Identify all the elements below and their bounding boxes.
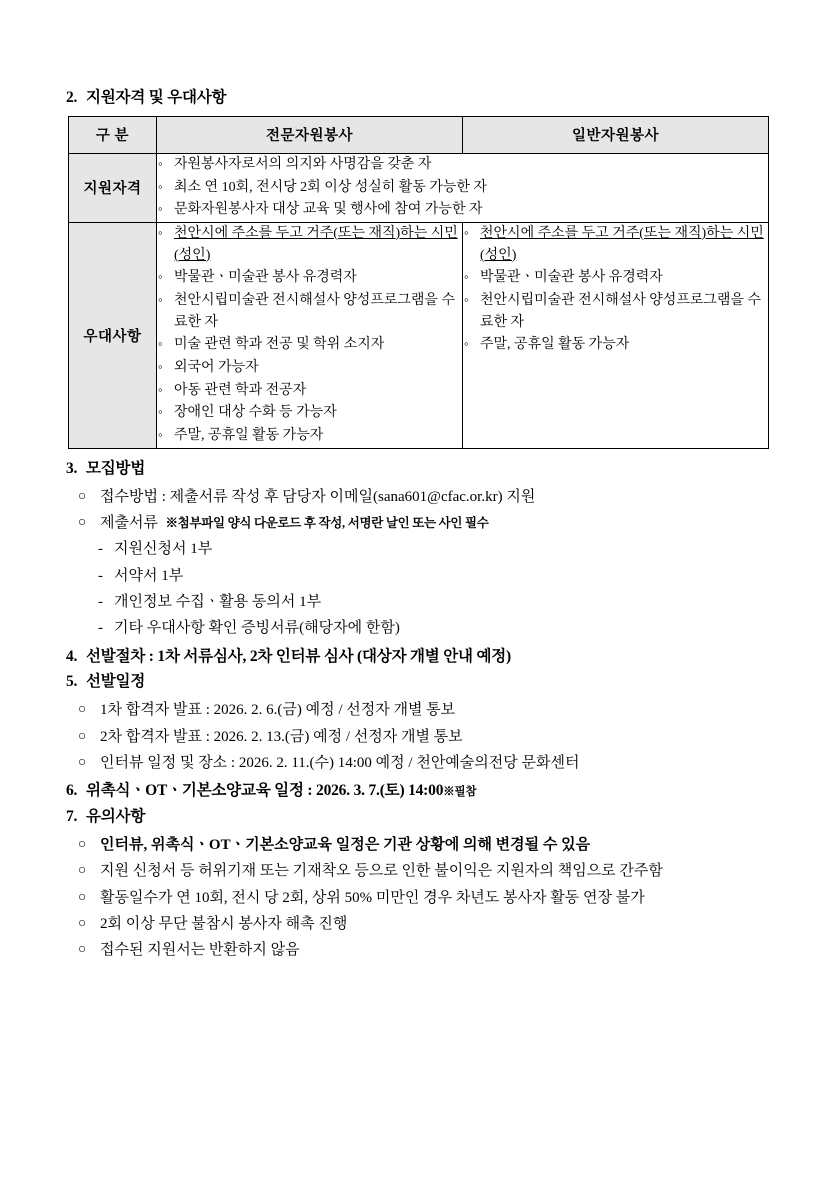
list-item: ◦ 문화자원봉사자 대상 교육 및 행사에 참여 가능한 자 [157, 199, 768, 221]
circle-bullet-icon: ○ [78, 888, 87, 904]
section-title-3: 모집방법 [86, 459, 146, 477]
list-item [463, 223, 768, 266]
list-item [157, 223, 462, 266]
schedule-item [66, 698, 772, 722]
recruit-method-text: 접수방법 : 제출서류 작성 후 담당자 이메일(sana601@cfac.or.kr) 지원 [100, 488, 536, 505]
row-label-eligibility: 지원자격 [69, 153, 157, 222]
dash-bullet-icon: - [98, 593, 103, 610]
section-heading-7 [66, 807, 772, 828]
circle-bullet-icon: ○ [78, 487, 87, 503]
document-list-text: 개인정보 수집ㆍ활용 동의서 1부 [114, 593, 322, 610]
document-content [66, 88, 772, 965]
section-heading-5 [66, 672, 772, 693]
note-text: 활동일수가 연 10회, 전시 당 2회, 상위 50% 미만인 경우 차년도 봉사자 활동 연장 불가 [100, 889, 645, 906]
schedule-text: 인터뷰 일정 및 장소 : 2026. 2. 11.(수) 14:00 예정 / 천안예술의전당 문화센터 [100, 755, 580, 771]
note-text: 2회 이상 무단 불참시 봉사자 해촉 진행 [100, 916, 348, 933]
list-item: ◦ 장애인 대상 수화 등 가능자 [157, 402, 462, 424]
table-header-row [69, 116, 769, 153]
note-item [66, 859, 772, 883]
document-list-item [66, 564, 772, 588]
table-header-division: 구 분 [69, 116, 157, 153]
note-item [66, 833, 772, 857]
list-item: ◦ 주말, 공휴일 활동 가능자 [157, 425, 462, 447]
document-list-text: 기타 우대사항 확인 증빙서류(해당자에 한함) [114, 620, 400, 637]
list-item-text: 천안시에 주소를 두고 거주(또는 재직)하는 시민(성인) [174, 225, 458, 263]
section-number-6: 6. [66, 782, 78, 800]
list-item: ◦ 천안시립미술관 전시해설사 양성프로그램을 수료한 자 [463, 290, 768, 333]
note-text: 인터뷰, 위촉식ㆍOTㆍ기본소양교육 일정은 기관 상황에 의해 변경될 수 있음 [100, 837, 591, 854]
list-item: ◦ 박물관ㆍ미술관 봉사 유경력자 [463, 267, 768, 289]
preference-general-cell [463, 222, 769, 448]
dash-bullet-icon: - [98, 567, 103, 584]
table-row-preference [69, 222, 769, 448]
list-item: ◦ 자원봉사자로서의 의지와 사명감을 갖춘 자 [157, 154, 768, 176]
note-item [66, 886, 772, 910]
section-heading-3 [66, 459, 772, 480]
schedule-text: 1차 합격자 발표 : 2026. 2. 6.(금) 예정 / 선정자 개별 통보 [100, 702, 456, 719]
list-item: ◦ 박물관ㆍ미술관 봉사 유경력자 [157, 267, 462, 289]
note-item [66, 938, 772, 962]
circle-bullet-icon: ○ [78, 862, 87, 878]
eligibility-cell [157, 153, 769, 222]
note-text: 지원 신청서 등 허위기재 또는 기재착오 등으로 인한 불이익은 지원자의 책임으로 간주함 [100, 863, 663, 880]
note-item [66, 912, 772, 936]
recruit-document-item [66, 511, 772, 535]
section-title-4: 선발절차 : 1차 서류심사, 2차 인터뷰 심사 (대상자 개별 안내 예정) [86, 647, 511, 665]
section-title-6: 위촉식ㆍOTㆍ기본소양교육 일정 : 2026. 3. 7.(토) 14:00 [86, 782, 444, 800]
circle-bullet-icon: ○ [78, 941, 87, 957]
document-list-text: 지원신청서 1부 [114, 541, 213, 558]
preference-professional-cell [157, 222, 463, 448]
circle-bullet-icon: ○ [78, 836, 87, 852]
list-item: ◦ 최소 연 10회, 전시당 2회 이상 성실히 활동 가능한 자 [157, 177, 768, 199]
section-heading-4 [66, 647, 772, 668]
recruit-method-item [66, 485, 772, 509]
dash-bullet-icon: - [98, 620, 103, 637]
schedule-item [66, 751, 772, 775]
table-header-general: 일반자원봉사 [463, 116, 769, 153]
list-item: ◦ 외국어 가능자 [157, 357, 462, 379]
document-list-item [66, 590, 772, 614]
table-row-eligibility [69, 153, 769, 222]
section-heading-6 [66, 781, 772, 802]
list-item: ◦ 천안시립미술관 전시해설사 양성프로그램을 수료한 자 [157, 290, 462, 333]
schedule-text: 2차 합격자 발표 : 2026. 2. 13.(금) 예정 / 선정자 개별 통보 [100, 728, 463, 745]
circle-bullet-icon: ○ [78, 514, 87, 530]
circle-bullet-icon: ○ [78, 701, 87, 717]
section-heading-2 [66, 88, 772, 109]
note-text: 접수된 지원서는 반환하지 않음 [100, 942, 300, 959]
dash-bullet-icon: - [98, 541, 103, 558]
list-item: ◦ 미술 관련 학과 전공 및 학위 소지자 [157, 334, 462, 356]
document-list-item [66, 616, 772, 640]
section-6-note: ※필참 [443, 786, 477, 799]
section-number-3: 3. [66, 459, 78, 477]
section-number-4: 4. [66, 647, 78, 665]
list-item-text: 천안시에 주소를 두고 거주(또는 재직)하는 시민(성인) [480, 225, 764, 263]
circle-bullet-icon: ○ [78, 915, 87, 931]
document-list-text: 서약서 1부 [114, 567, 184, 584]
circle-bullet-icon: ○ [78, 727, 87, 743]
row-label-preference: 우대사항 [69, 222, 157, 448]
section-number-7: 7. [66, 808, 78, 826]
table-header-professional: 전문자원봉사 [157, 116, 463, 153]
schedule-item [66, 725, 772, 749]
section-title-5: 선발일정 [86, 673, 146, 691]
section-number-5: 5. [66, 673, 78, 691]
list-item: ◦ 아동 관련 학과 전공자 [157, 380, 462, 402]
recruit-document-note: ※첨부파일 양식 다운로드 후 작성, 서명란 날인 또는 사인 필수 [165, 516, 489, 531]
list-item: ◦ 주말, 공휴일 활동 가능자 [463, 334, 768, 356]
recruit-document-label: 제출서류 [100, 515, 158, 532]
qualification-table [68, 116, 769, 449]
section-title-7: 유의사항 [86, 808, 146, 826]
document-list-item [66, 537, 772, 561]
section-number-2: 2. [66, 89, 78, 106]
circle-bullet-icon: ○ [78, 754, 87, 769]
section-title-2: 지원자격 및 우대사항 [86, 89, 227, 106]
